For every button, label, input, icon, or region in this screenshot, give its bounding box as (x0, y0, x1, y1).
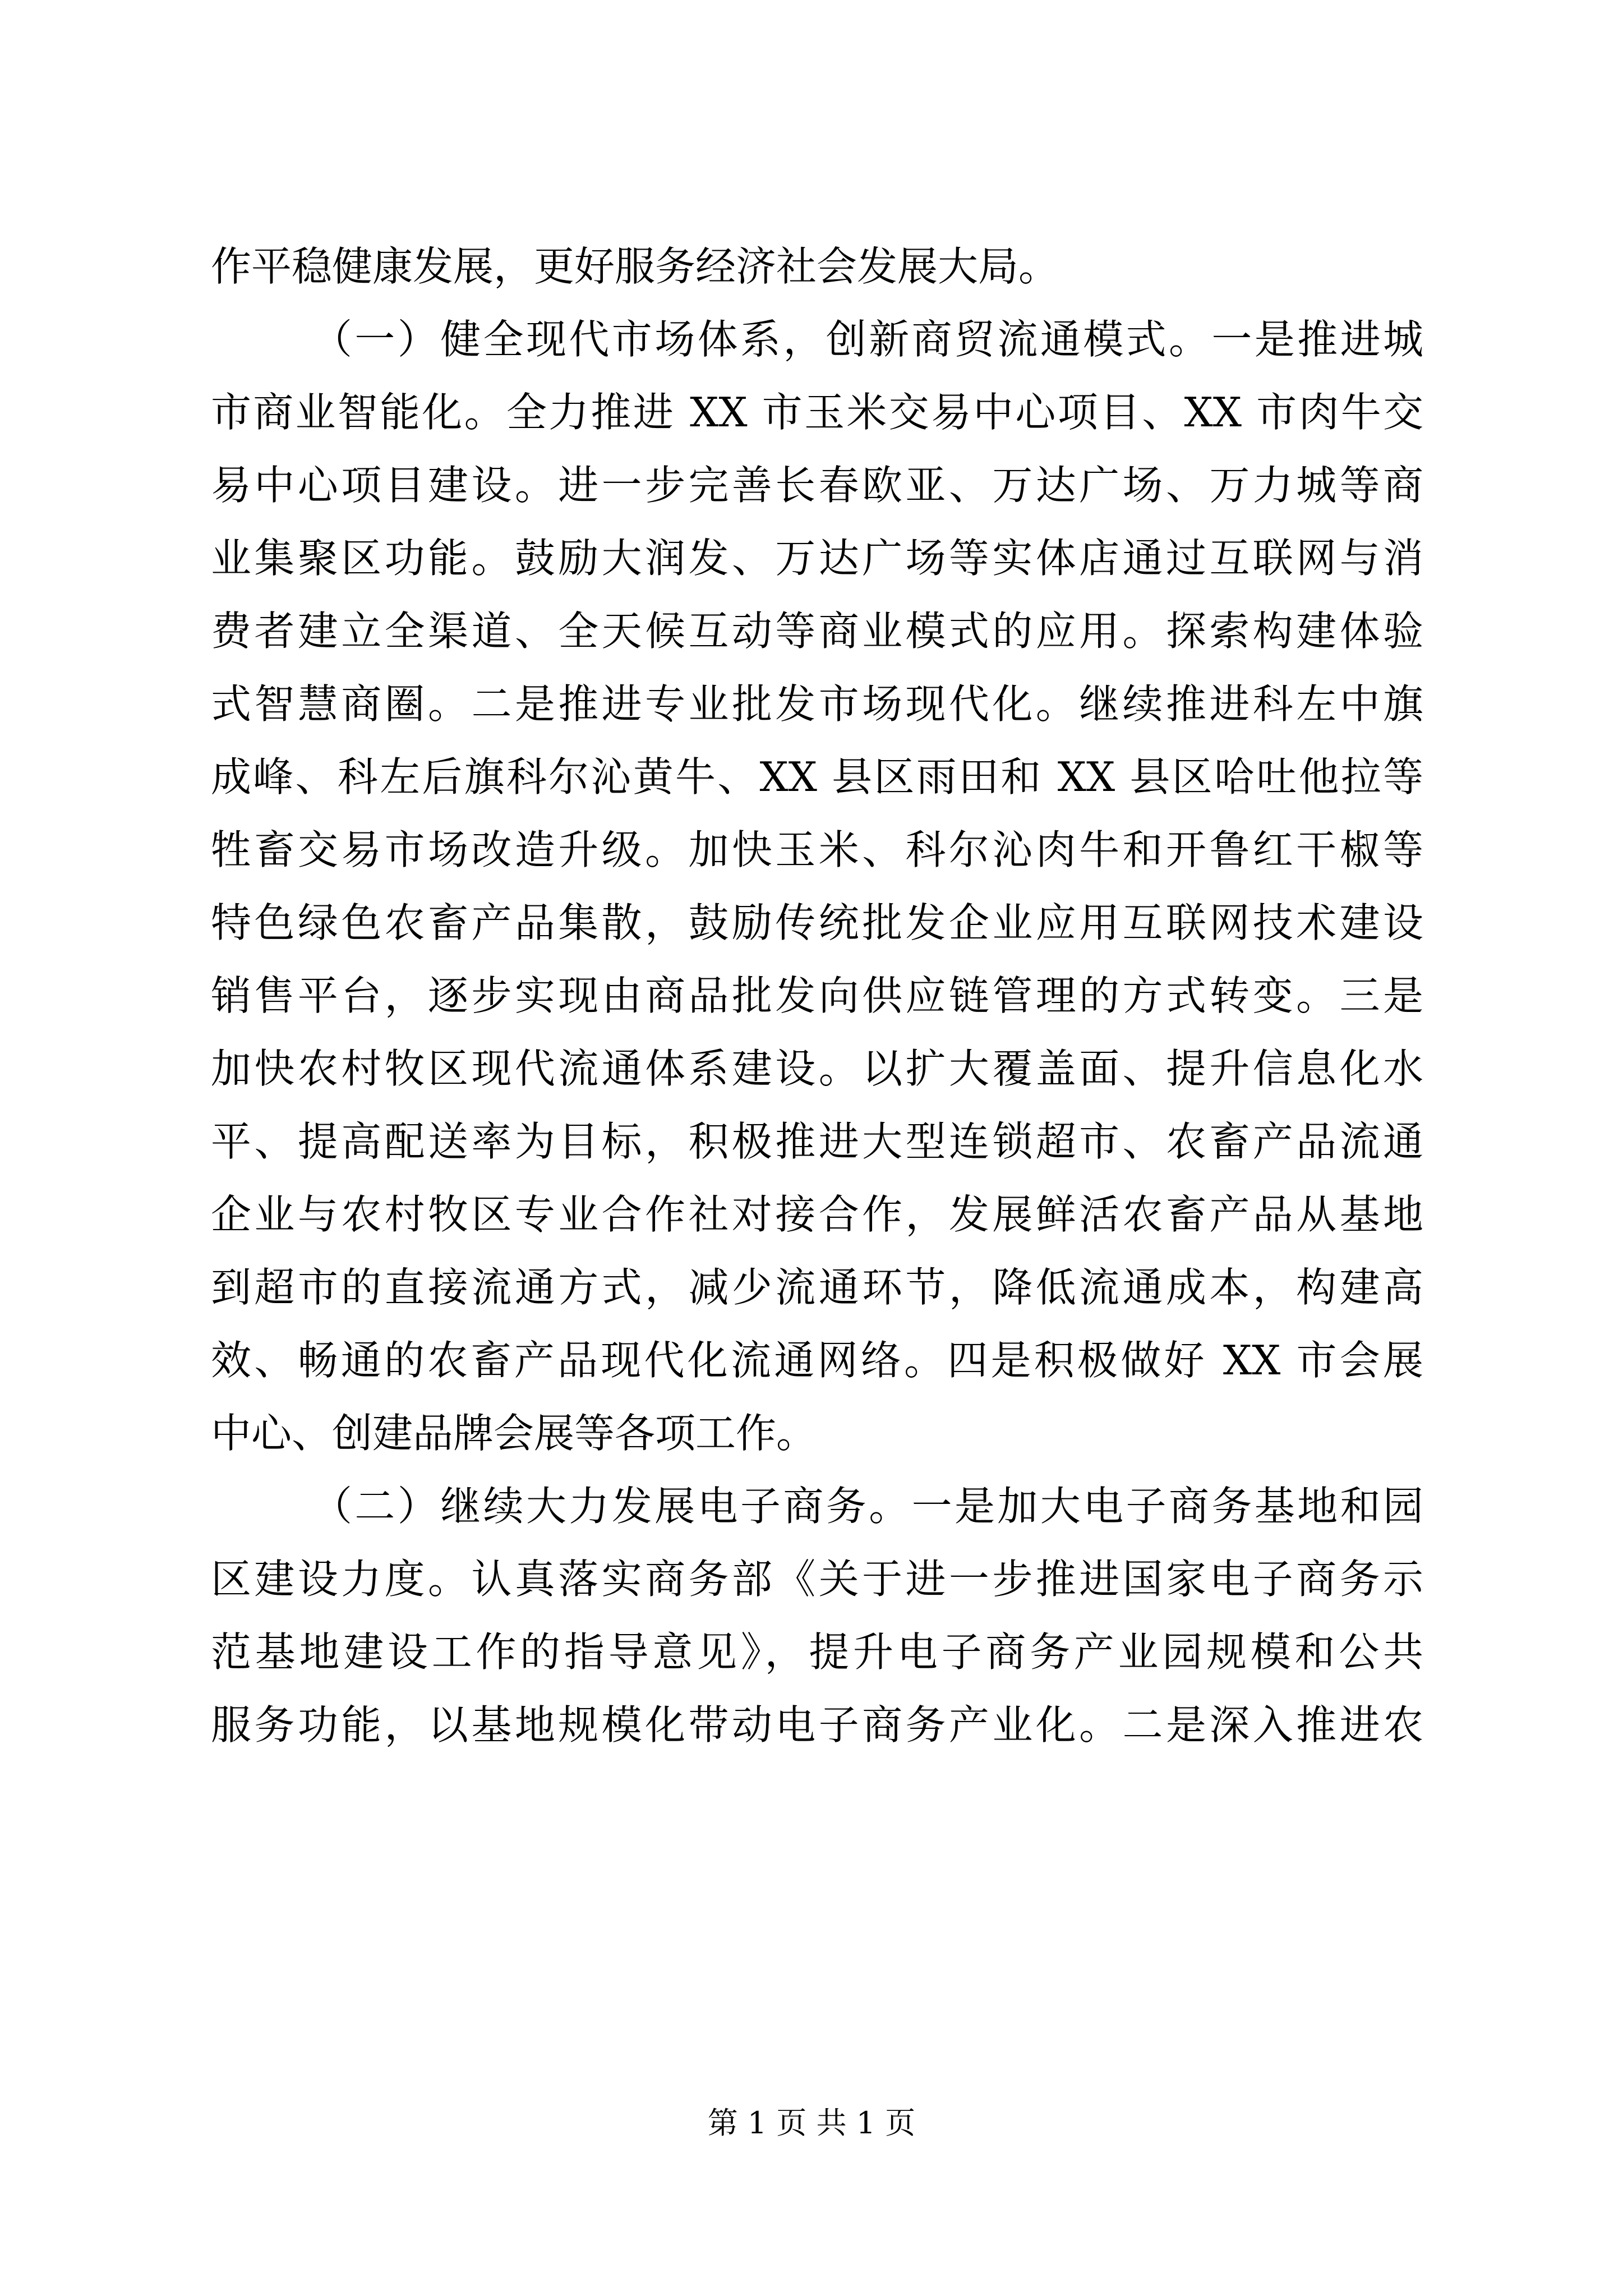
text-line: 企业与农村牧区专业合作社对接合作，发展鲜活农畜产品从基地 (211, 1191, 1423, 1238)
text-line: 中心、创建品牌会展等各项工作。 (211, 1410, 817, 1457)
text-line: 加快农村牧区现代流通体系建设。以扩大覆盖面、提升信息化水 (211, 1045, 1423, 1092)
text-line: 特色绿色农畜产品集散，鼓励传统批发企业应用互联网技术建设 (211, 899, 1423, 946)
text-line: 费者建立全渠道、全天候互动等商业模式的应用。探索构建体验 (211, 608, 1423, 655)
text-line: 牲畜交易市场改造升级。加快玉米、科尔沁肉牛和开鲁红干椒等 (211, 826, 1423, 873)
text-line: 市商业智能化。全力推进 XX 市玉米交易中心项目、XX 市肉牛交 (211, 389, 1423, 436)
paragraph-1-heading-line: （一）健全现代市场体系，创新商贸流通模式。一是推进城 (312, 316, 1423, 363)
text-line: 式智慧商圈。二是推进专业批发市场现代化。继续推进科左中旗 (211, 680, 1423, 728)
text-line: 到超市的直接流通方式，减少流通环节，降低流通成本，构建高 (211, 1264, 1423, 1311)
text-line: 作平稳健康发展，更好服务经济社会发展大局。 (211, 243, 1059, 290)
text-line: 业集聚区功能。鼓励大润发、万达广场等实体店通过互联网与消 (211, 535, 1423, 582)
text-line: 销售平台，逐步实现由商品批发向供应链管理的方式转变。三是 (211, 972, 1423, 1019)
text-line: 平、提高配送率为目标，积极推进大型连锁超市、农畜产品流通 (211, 1118, 1423, 1165)
text-line: 服务功能，以基地规模化带动电子商务产业化。二是深入推进农 (211, 1701, 1423, 1749)
text-line: 效、畅通的农畜产品现代化流通网络。四是积极做好 XX 市会展 (211, 1337, 1423, 1384)
text-line: 区建设力度。认真落实商务部《关于进一步推进国家电子商务示 (211, 1556, 1423, 1603)
text-line: 范基地建设工作的指导意见》，提升电子商务产业园规模和公共 (211, 1628, 1423, 1676)
page-number-footer: 第 1 页 共 1 页 (707, 2105, 916, 2141)
paragraph-2-heading-line: （二）继续大力发展电子商务。一是加大电子商务基地和园 (312, 1483, 1423, 1530)
text-line: 成峰、科左后旗科尔沁黄牛、XX 县区雨田和 XX 县区哈吐他拉等 (211, 753, 1423, 800)
text-line: 易中心项目建设。进一步完善长春欧亚、万达广场、万力城等商 (211, 462, 1423, 509)
